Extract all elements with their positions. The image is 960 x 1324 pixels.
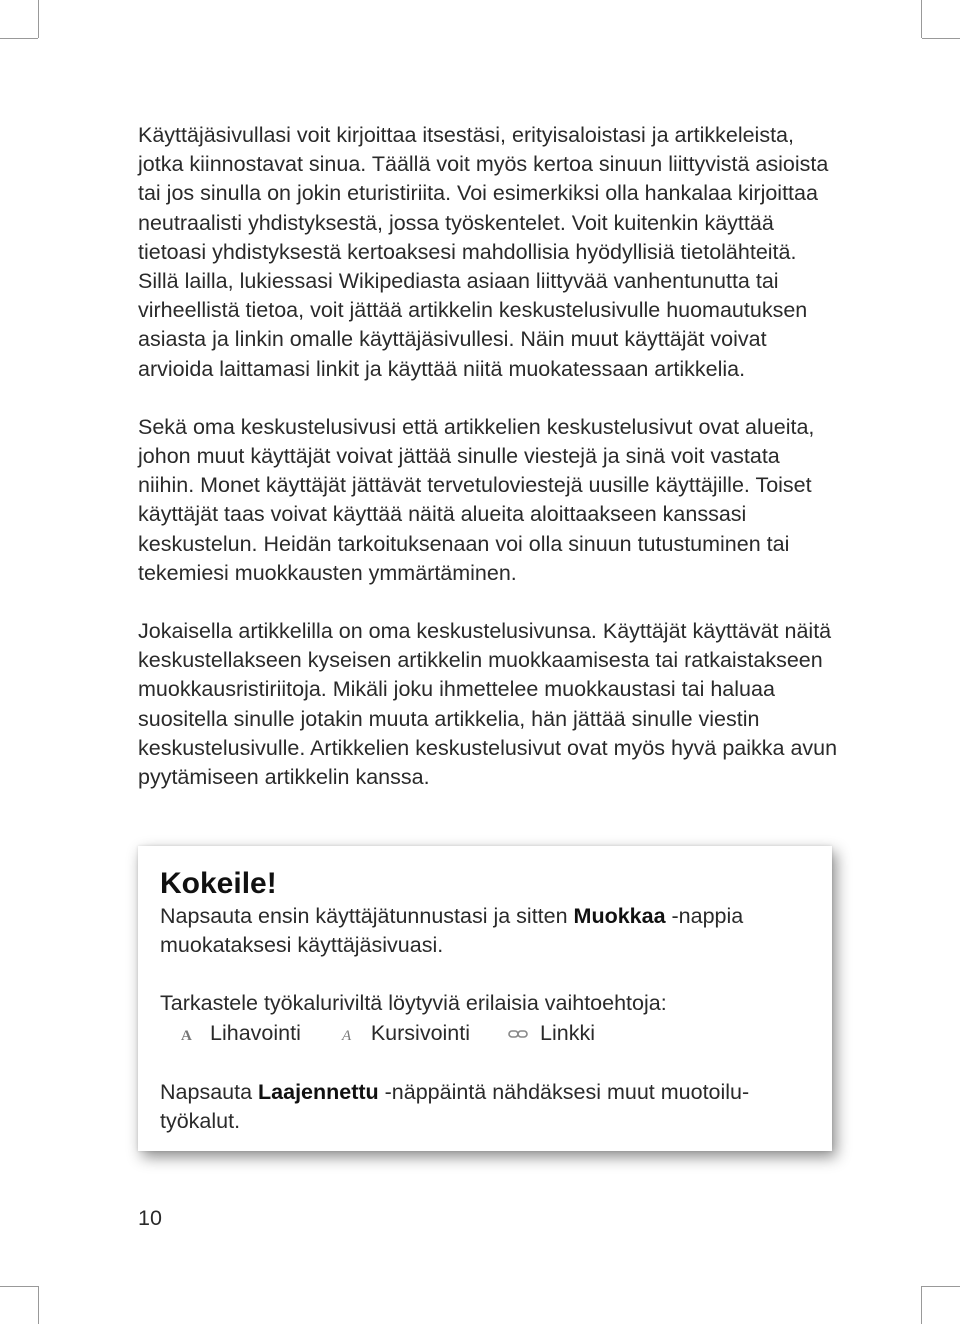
paragraph-3: Jokaisella artikkelilla on oma keskustelusivunsa. Käyttäjät käyttävät näitä keskustellakseen kyseisen artikkelin muokkaamisesta tai ratkaistakseen muokkausristiriitoja. Mikäli joku ihmettelee muokkaustasi tai haluaa suositella sinulle jotakin muuta artikkelia, hän jättää sinulle viestin keskustelusivulle. Artikkelien keskustelusivut ovat myös hyvä paikka avun pyytämiseen artikkelin kanssa. <box>138 619 838 790</box>
tool-italic <box>339 1019 470 1048</box>
tool-bold <box>178 1019 301 1048</box>
crop-mark <box>921 0 922 38</box>
bold-icon <box>178 1026 198 1042</box>
toolbar-options <box>160 1019 820 1049</box>
paragraph-2: Sekä oma keskustelusivusi että artikkelien keskustelusivut ovat alueita, johon muut käyttäjät voivat jättää sinulle viestejä ja sinä voit vastata niihin. Monet käyttäjät jättävät tervetuloviestejä uusille käyttäjille. Toiset käyttäjät taas voivat käyttää näitä alueita aloittaakseen kanssasi keskustelun. Heidän tarkoituksenaan voi olla sinuun tutustuminen tai tekemiesi muokkausten ymmärtäminen. <box>138 414 815 585</box>
tip-title: Kokeile! <box>160 867 277 900</box>
italic-icon <box>339 1026 359 1042</box>
tip-instruction-1 <box>160 902 820 960</box>
body-text <box>138 121 838 821</box>
paragraph-1: Käyttäjäsivullasi voit kirjoittaa itsestäsi, erityisaloistasi ja artikkeleista, jotka kiinnostavat sinua. Täällä voit myös kertoa sinuun liittyvistä asioista tai jos sinulla on jokin eturistiriita. Voi esimerkiksi olla hankalaa kirjoittaa neutraalisti yhdistyksestä, jossa työskentelet. Voit kuitenkin käyttää tietoasi yhdistyksestä kertoaksesi mahdollisia hyödyllisiä tietolähteitä. Sillä lailla, lukiessasi Wikipediasta asiaan liittyvää vanhentunutta tai virheellistä tietoa, voit jättää artikkelin keskustelusivulle huomautuksen asiasta ja linkin omalle käyttäjäsivullesi. Näin muut käyttäjät voivat arvioida laittamasi linkit ja käyttää niitä muokatessaan artikkelia. <box>138 123 829 381</box>
tip-text: Napsauta ensin käyttäjätunnustasi ja sitten <box>160 904 574 928</box>
toolbar-intro: Tarkastele työkaluriviltä löytyviä erilaisia vaihtoehtoja: <box>160 991 667 1016</box>
tool-bold-label: Lihavointi <box>210 1021 301 1045</box>
tip-text: -nappia muokataksesi käyttäjäsivuasi. <box>160 904 744 958</box>
tip-text: -näppäintä nähdäksesi muut muotoilutyökalut. <box>160 1079 750 1133</box>
tip-instruction-2 <box>160 1078 820 1136</box>
crop-mark <box>38 1286 39 1324</box>
crop-mark <box>38 0 39 38</box>
crop-mark <box>0 1286 38 1287</box>
tool-link-label: Linkki <box>540 1021 595 1045</box>
laajennettu-label: Laajennettu <box>258 1079 379 1104</box>
svg-text:A: A <box>341 1027 352 1042</box>
svg-text:A: A <box>181 1027 192 1042</box>
tip-box <box>138 846 832 1151</box>
crop-mark <box>922 38 960 39</box>
link-icon <box>508 1026 528 1042</box>
tool-link <box>508 1019 595 1048</box>
crop-mark <box>922 1286 960 1287</box>
muokkaa-label: Muokkaa <box>573 904 666 928</box>
crop-mark <box>921 1286 922 1324</box>
crop-mark <box>0 38 38 39</box>
tip-text: Napsauta <box>160 1079 259 1104</box>
tool-italic-label: Kursivointi <box>370 1021 471 1045</box>
page-number: 10 <box>138 1206 162 1230</box>
